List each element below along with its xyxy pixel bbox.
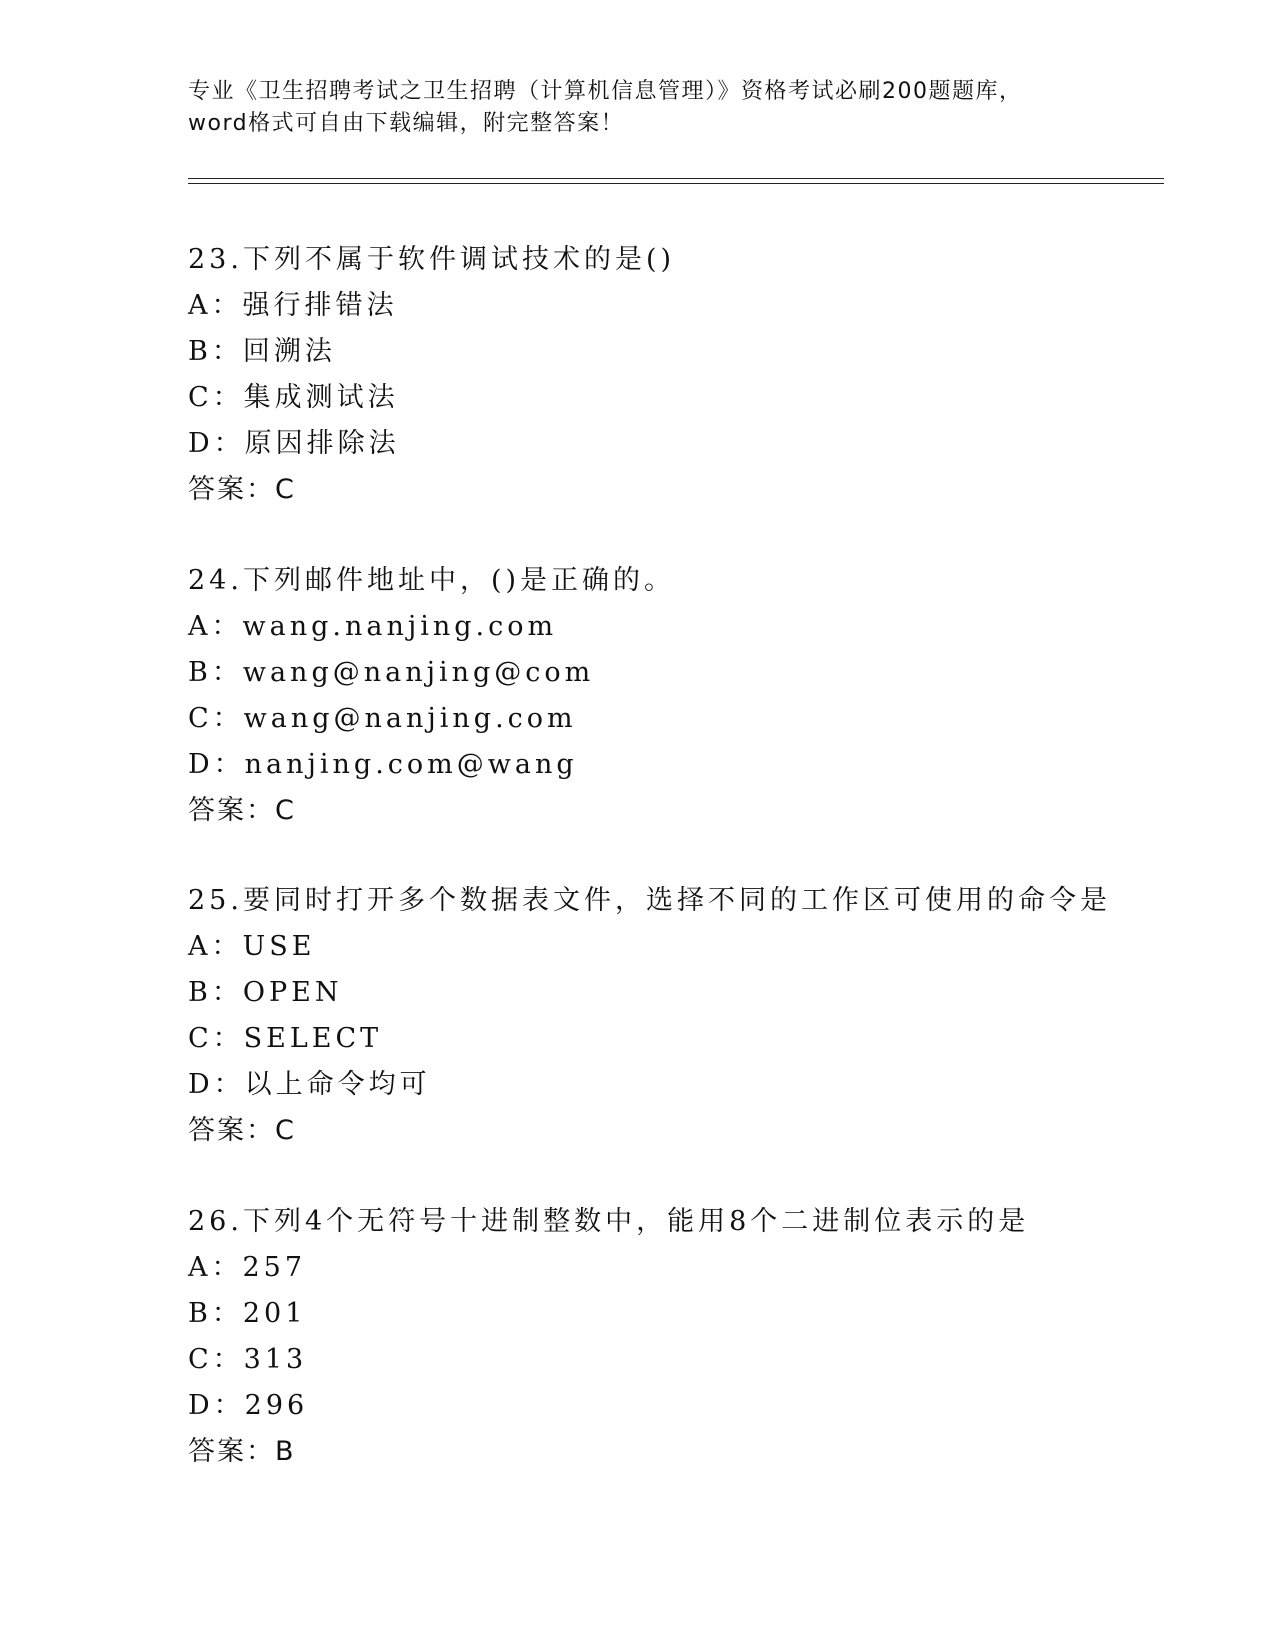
header-line-1: 专业《卫生招聘考试之卫生招聘（计算机信息管理）》资格考试必刷200题题库， <box>188 79 1023 104</box>
question-block <box>188 1199 1088 1475</box>
option-c: C：SELECT <box>188 1023 383 1054</box>
option-b: B：wang@nanjing@com <box>188 657 595 688</box>
option-d: D：以上命令均可 <box>188 1069 431 1100</box>
option-c: C：wang@nanjing.com <box>188 703 577 734</box>
option-a: A：257 <box>188 1252 307 1283</box>
question-block <box>188 237 1088 513</box>
question-stem: 26.下列4个无符号十进制整数中，能用8个二进制位表示的是 <box>188 1206 1030 1237</box>
option-d: D：296 <box>188 1390 309 1421</box>
option-d: D：原因排除法 <box>188 428 400 459</box>
question-block <box>188 558 1088 834</box>
header-line-2: word格式可自由下载编辑，附完整答案！ <box>188 111 625 136</box>
answer-line: 答案：C <box>188 474 296 505</box>
option-c: C：集成测试法 <box>188 382 399 413</box>
option-a: A：强行排错法 <box>188 290 398 321</box>
option-a: A：USE <box>188 931 316 962</box>
answer-line: 答案：C <box>188 795 296 826</box>
header-divider <box>188 178 1164 184</box>
option-a: A：wang.nanjing.com <box>188 611 558 642</box>
question-stem: 23.下列不属于软件调试技术的是() <box>188 244 676 275</box>
answer-line: 答案：B <box>188 1436 296 1467</box>
document-header <box>188 76 1088 140</box>
question-stem: 24.下列邮件地址中，()是正确的。 <box>188 565 676 596</box>
option-c: C：313 <box>188 1344 308 1375</box>
option-b: B：OPEN <box>188 977 343 1008</box>
question-block <box>188 878 1111 1154</box>
option-b: B：回溯法 <box>188 336 336 367</box>
option-d: D：nanjing.com@wang <box>188 749 578 780</box>
question-stem: 25.要同时打开多个数据表文件，选择不同的工作区可使用的命令是 <box>188 885 1111 916</box>
answer-line: 答案：C <box>188 1115 296 1146</box>
option-b: B：201 <box>188 1298 307 1329</box>
